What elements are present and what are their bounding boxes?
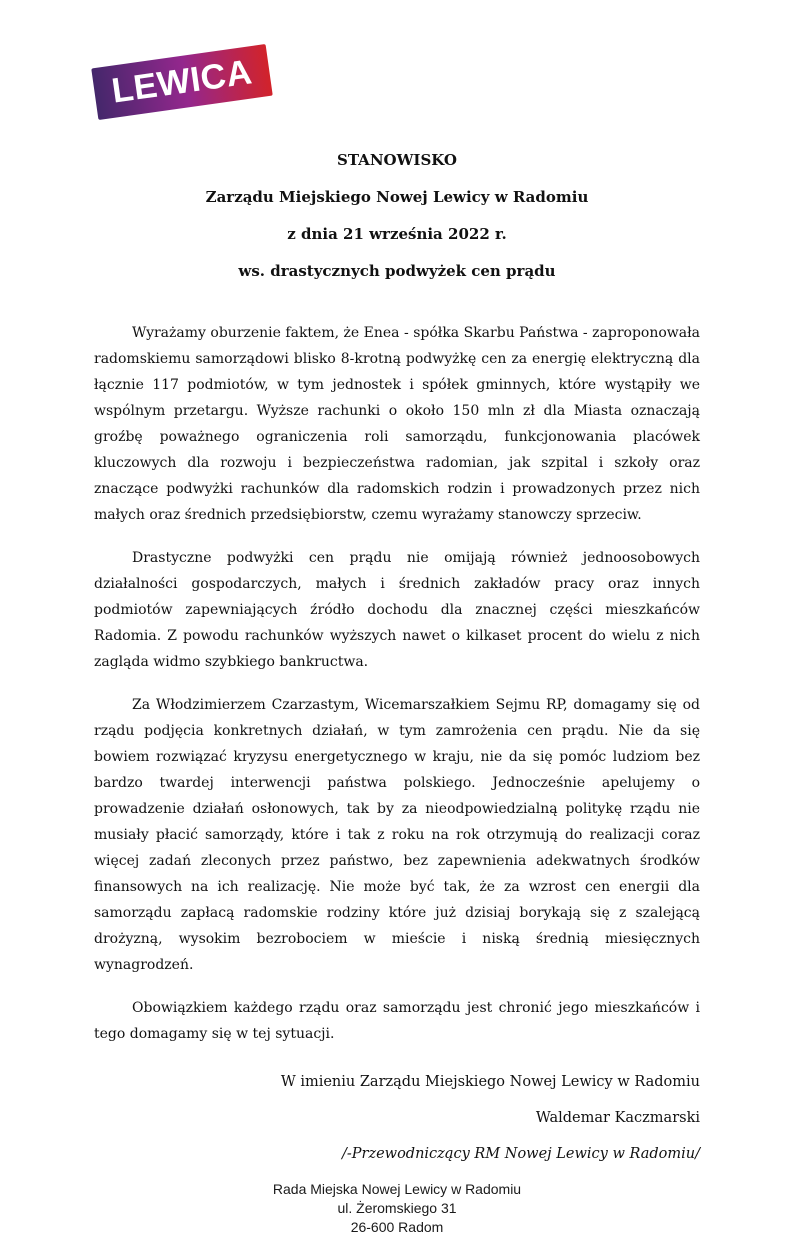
title-date: z dnia 21 września 2022 r.	[287, 225, 507, 243]
footer-city: 26-600 Radom	[350, 1219, 444, 1235]
body-block	[94, 320, 700, 1047]
title-subject: ws. drastycznych podwyżek cen prądu	[238, 262, 556, 280]
title-issuer: Zarządu Miejskiego Nowej Lewicy w Radomiu	[205, 188, 589, 206]
footer-street: ul. Żeromskiego 31	[337, 1200, 457, 1216]
document-content	[94, 0, 700, 1237]
paragraph-3: Za Włodzimierzem Czarzastym, Wicemarszałkiem Sejmu RP, domagamy się od rządu podjęcia konkretnych działań, w tym zamrożenia cen prądu. Nie da się bowiem rozwiązać kryzysu energetycznego w kraju, nie da się pomóc ludziom bez bardzo twardej interwencji państwa polskiego. Jednocześnie apelujemy o prowadzenie działań osłonowych, tak by za nieodpowiedzialną politykę rządu nie musiały płacić samorządy, które i tak z roku na rok otrzymują do realizacji coraz więcej zadań zleconych przez państwo, bez zapewnienia adekwatnych środków finansowych na ich realizację. Nie może być tak, że za wzrost cen energii dla samorządu zapłacą radomskie rodziny które już dzisiaj borykają się z szalejącą drożyzną, wysokim bezrobociem w mieście i niską średnią miesięcznych wynagrodzeń.	[94, 697, 700, 973]
footer-organization: Rada Miejska Nowej Lewicy w Radomiu	[272, 1181, 522, 1197]
signature-on-behalf: W imieniu Zarządu Miejskiego Nowej Lewicy w Radomiu	[280, 1074, 700, 1090]
title-block	[94, 142, 700, 290]
paragraph-4: Obowiązkiem każdego rządu oraz samorządu jest chronić jego mieszkańców i tego domagamy się w tej sytuacji.	[94, 1000, 700, 1042]
paragraph-1: Wyrażamy oburzenie faktem, że Enea - spółka Skarbu Państwa - zaproponowała radomskiemu samorządowi blisko 8-krotną podwyżkę cen za energię elektryczną dla łącznie 117 podmiotów, w tym jednostek i spółek gminnych, które wystąpiły we wspólnym przetargu. Wyższe rachunki o około 150 mln zł dla Miasta oznaczają groźbę poważnego ograniczenia roli samorządu, funkcjonowania placówek kluczowych dla rozwoju i bezpieczeństwa radomian, jak szpital i szkoły oraz znaczące podwyżki rachunków dla radomskich rodzin i prowadzonych przez nich małych oraz średnich przedsiębiorstw, czemu wyrażamy stanowczy sprzeciw.	[94, 325, 700, 523]
paragraph-2: Drastyczne podwyżki cen prądu nie omijają również jednoosobowych działalności gospodarczych, małych i średnich zakładów pracy oraz innych podmiotów zapewniających źródło dochodu dla znacznej części mieszkańców Radomia. Z powodu rachunków wyższych nawet o kilkaset procent do wielu z nich zagląda widmo szybkiego bankructwa.	[94, 550, 700, 670]
document-title: STANOWISKO	[337, 151, 457, 169]
signature-role: /-Przewodniczący RM Nowej Lewicy w Radomiu/	[341, 1146, 700, 1162]
signature-block	[94, 1064, 700, 1172]
signature-name: Waldemar Kaczmarski	[535, 1110, 700, 1126]
lewica-logo-text: LEWICA	[109, 51, 255, 111]
footer-block	[94, 1180, 700, 1237]
